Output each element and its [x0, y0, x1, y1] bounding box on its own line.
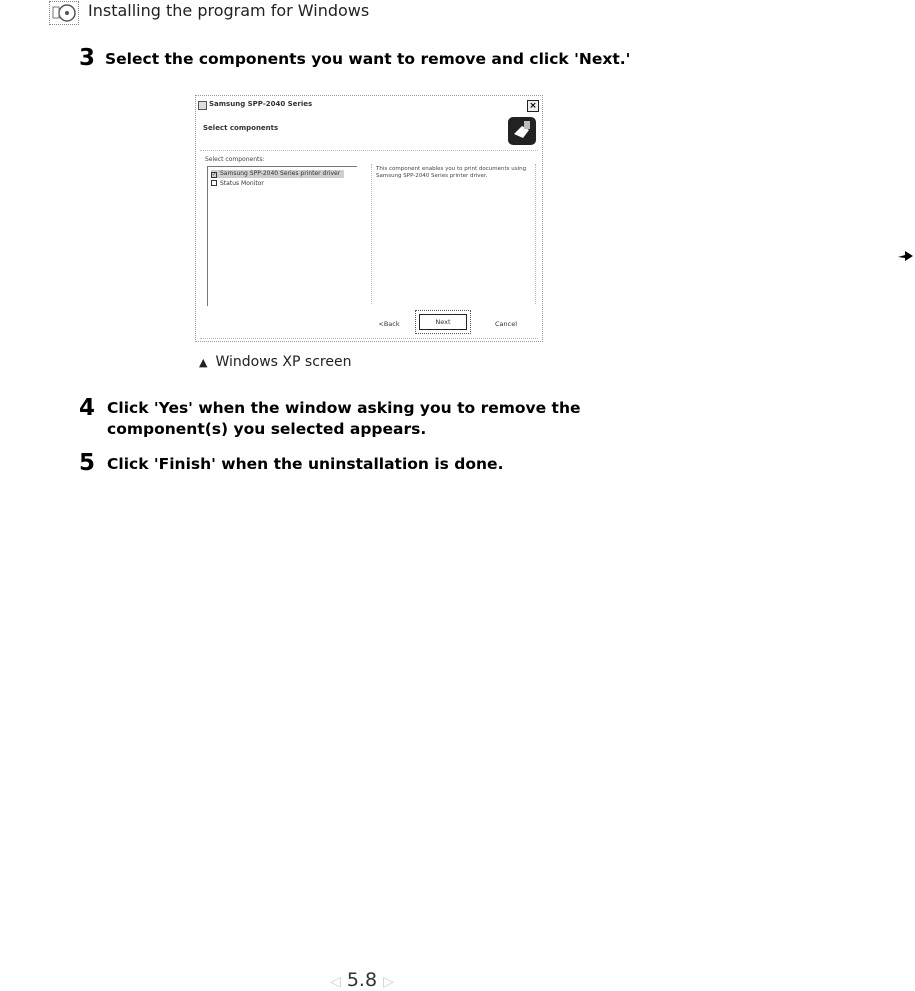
arrow-right-icon [898, 247, 914, 266]
list-item-label: Samsung SPP-2040 Series printer driver [220, 170, 341, 177]
list-item-label: Status Monitor [220, 180, 264, 187]
dialog-titlebar [196, 99, 542, 113]
deco-left-icon: ◁ [330, 974, 341, 990]
caption-text: Windows XP screen [215, 354, 352, 370]
figure-caption [199, 354, 351, 370]
step-text-line: Click 'Yes' when the window asking you to remove the [107, 399, 581, 417]
step-text [107, 398, 581, 440]
app-icon [198, 101, 207, 110]
checkbox-unchecked-icon[interactable] [211, 180, 217, 186]
description-panel [371, 164, 536, 304]
components-list [207, 166, 357, 306]
dialog-title: Samsung SPP-2040 Series [209, 100, 313, 108]
triangle-marker-icon: ▲ [199, 356, 208, 369]
list-label: Select components: [205, 156, 265, 163]
step-text: Select the components you want to remove and click 'Next.' [105, 50, 631, 68]
checkbox-checked-icon[interactable]: ✓ [212, 172, 217, 178]
list-item[interactable] [211, 180, 264, 187]
close-icon[interactable]: × [527, 100, 539, 112]
page-number [330, 969, 394, 991]
section-title: Installing the program for Windows [88, 1, 370, 20]
list-item[interactable] [211, 170, 344, 178]
step-text-line: component(s) you selected appears. [107, 420, 427, 438]
step-number: 3 [79, 45, 96, 71]
divider [200, 338, 538, 339]
next-button[interactable]: Next [419, 314, 467, 330]
description-text: This component enables you to print documents using Samsung SPP-2040 Series printer driver. [376, 166, 527, 179]
dialog-screenshot [195, 95, 543, 342]
page-number-text: 5.8 [346, 969, 378, 991]
step-number: 4 [79, 395, 96, 421]
back-button[interactable]: <Back [378, 320, 400, 328]
step-text: Click 'Finish' when the uninstallation is done. [107, 455, 504, 473]
step-number: 5 [79, 450, 96, 476]
printer-logo-icon [507, 116, 537, 150]
cancel-button[interactable]: Cancel [494, 320, 518, 328]
deco-right-icon: ▷ [383, 974, 394, 990]
dialog-heading: Select components [203, 124, 279, 132]
cd-disc-icon [49, 1, 79, 25]
divider [200, 150, 538, 151]
